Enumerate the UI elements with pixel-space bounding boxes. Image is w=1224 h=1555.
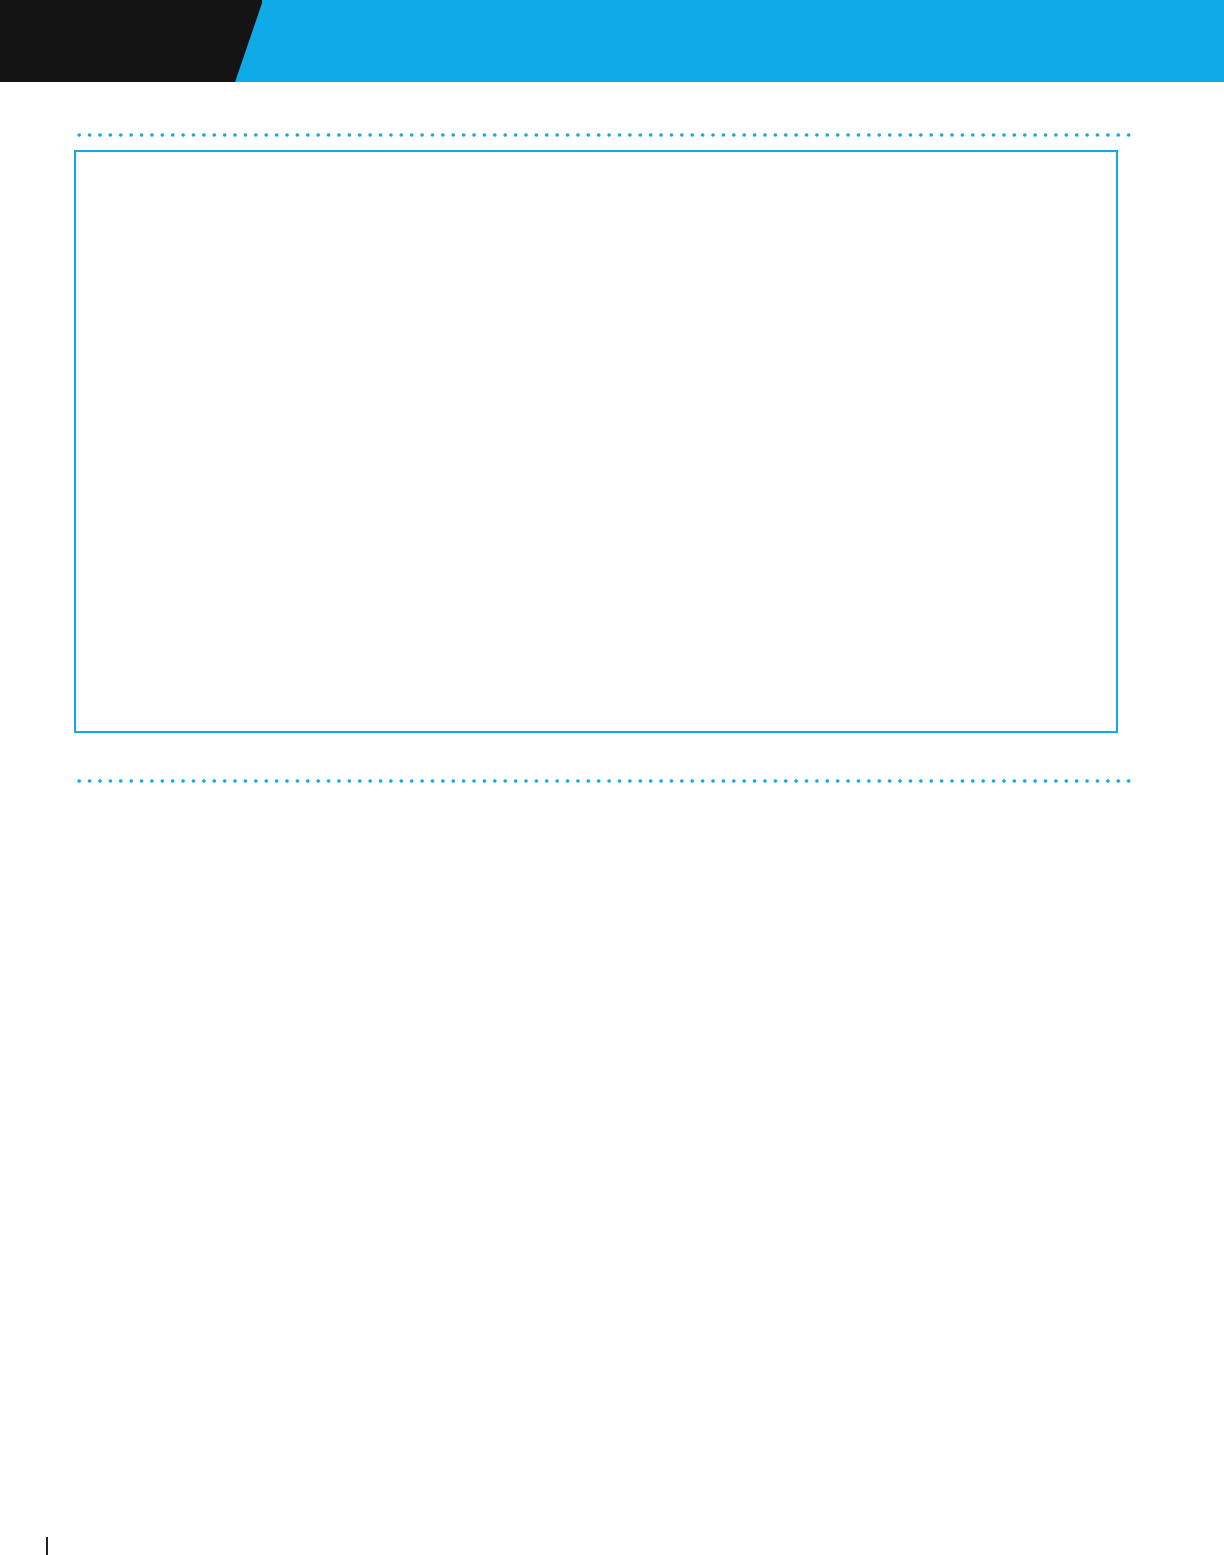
- page-footer-marker: [46, 1537, 48, 1555]
